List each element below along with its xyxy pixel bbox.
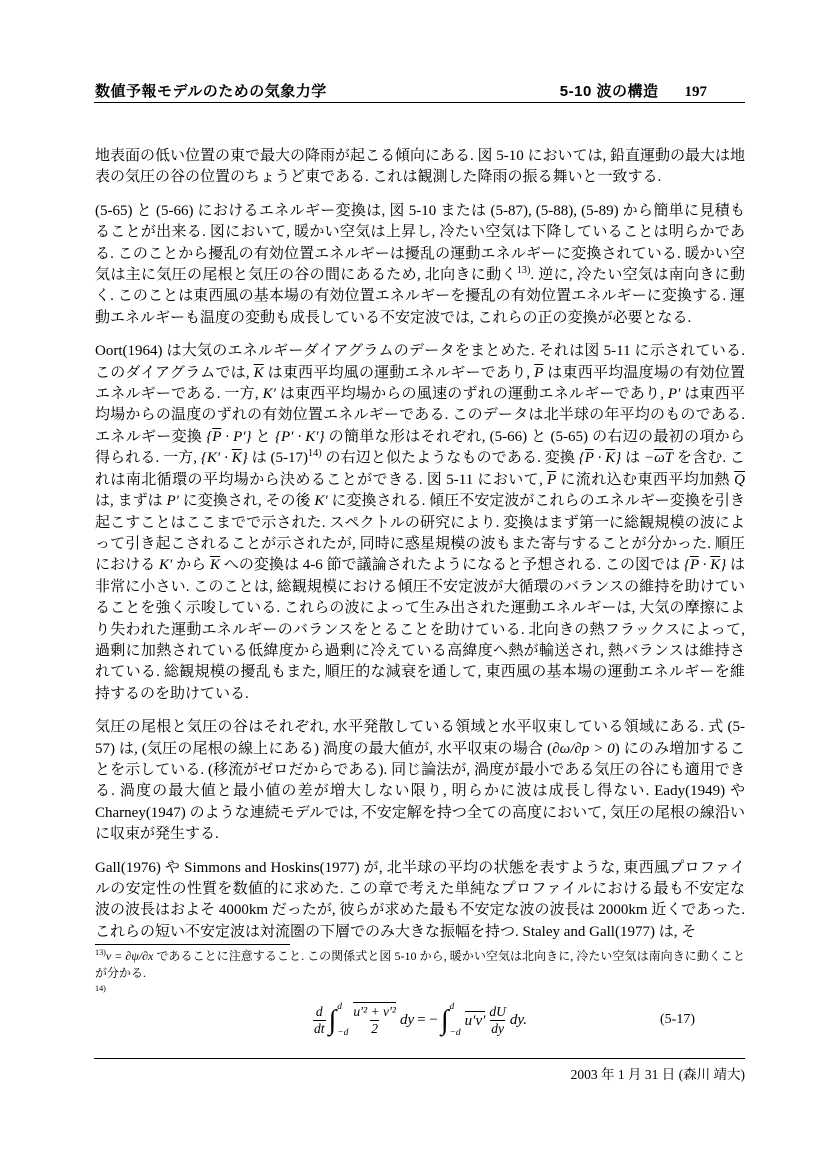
math-symbol: $\overline{T}$ <box>664 450 674 467</box>
text-run: は東西平均場からの風速のずれの運動エネルギーであり, <box>275 386 668 403</box>
text-run: . 逆に, 冷たい空気は南向きに動く. このことは東西風の基本場の有効位置エネルギーを擾乱の有効位置エネルギーに変換する. 運動エネルギーも温度の変動も成長している不安定波では, これらの正の変換が必要となる. <box>95 267 745 326</box>
text-run: を含む. これは南北循環の平均場から決めることができる. 図 5-11 において, <box>95 450 745 488</box>
math-symbol: } <box>720 557 727 574</box>
header-book-title: 数値予報モデルのための気象力学 <box>95 83 327 100</box>
text-run: (5-65) と (5-66) におけるエネルギー変換は, 図 5-10 または (5-87), (5-88), (5-89) から簡単に見積もることが出来る. 図において, 暖かい空気は上昇し, 冷たい空気は下降していることは明らかである. このことから擾乱の有効位置エネルギーは擾乱の運動エネルギーに変換されている. 暖かい空気は主に気圧の尾根と気圧の谷の間にあるため, 北向きに動く <box>95 202 745 284</box>
text-run: であることに注意すること. この関係式と図 5-10 から, 暖かい空気は北向きに, 冷たい空気は南向きに動くことが分かる. <box>95 949 745 980</box>
footnote-block <box>95 944 745 1001</box>
math-symbol: $\overline{K}$ <box>605 450 616 467</box>
header-right-group <box>560 80 745 101</box>
math-symbol: K′ <box>314 493 328 510</box>
text-run: 地表面の低い位置の東で最大の降雨が起こる傾向にある. 図 5-10 においては, 鉛直運動の最大は地表の気圧の谷の位置のちょうど東である. これは観測した降雨の振る舞いと一致する. <box>95 148 745 186</box>
paragraph-3 <box>95 341 745 705</box>
math-symbol: ∂ω/∂p > 0 <box>552 740 615 757</box>
math-symbol: } <box>615 450 622 467</box>
dudy-fraction <box>488 1004 507 1036</box>
paragraph-1 <box>95 146 745 189</box>
text-run: に流れ込む東西平均加熱 <box>556 471 735 488</box>
paragraph-5 <box>95 858 745 944</box>
footnote-reference: 14) <box>308 448 322 460</box>
text-run: は非常に小さい. このことは, 総観規模における傾圧不安定波が大循環のバランスの維持を助けていることを強く示唆している. これらの波によって生み出された運動エネルギーは, 大気の摩擦により失われた運動エネルギーのバランスをとることを助けている. 北向きの熱フラックスによって, 過剰に加熱されている低緯度から過剰に冷えている高緯度へ熱が輸送され, 熱バランスは維持されている. 総観規模の擾乱もまた, 順圧的な減衰を通して, 東西風の基本場の運動エネルギーを維持するのを助けている. <box>95 557 745 702</box>
text-run: Gall(1976) や Simmons and Hoskins(1977) が, 北半球の平均の状態を表すような, 東西風プロファイルの安定性の性質を数値的に求めた. この章で考えた単純なプロファイルにおける最も不安定な波の波長はおよそ 4000km だったが, 彼らが求めた最も不安定な波の波長は 2000km 近くであった. これらの短い不安定波は対流圏の下層でのみ大きな振幅を持つ. Staley and Gall(1977) は, そ <box>95 859 745 940</box>
math-symbol: · <box>698 557 711 574</box>
text-run: は東西平均温度場の有効位置エネルギーである. 一方, <box>95 364 745 403</box>
header-page-number: 197 <box>684 84 707 100</box>
integral-lower-limit: −d <box>337 1028 349 1038</box>
ke-numerator: u′² + v′² <box>353 1003 396 1019</box>
text-run: は, まずは <box>95 493 167 510</box>
text-run: ) にのみ増加することを示している. (移流がゼロだからである). 同じ論法が, 渦度が最小である気圧の谷にも適用できる. 渦度の最大値と最小値の差が増大しない限り, 明らかに波は成長し得ない. Eady(1949) や Charney(1947) のような連続モデルでは, 不安定解を持つ全ての高度において, 気圧の尾根の線沿いに収束が発生する. <box>95 740 745 843</box>
text-run: に変換され, その後 <box>178 493 315 510</box>
body-text <box>95 146 745 944</box>
math-symbol: {K′ · <box>200 450 232 467</box>
footnote-reference: 13) <box>95 948 106 957</box>
dudy-numerator: dU <box>489 1003 506 1019</box>
math-symbol: − <box>644 450 655 467</box>
math-symbol: P′ <box>166 493 179 510</box>
math-symbol: {P′ · K′} <box>274 428 325 445</box>
footnote-reference: 13) <box>516 265 531 277</box>
integral-icon: ∫ <box>328 1005 337 1036</box>
text-run: は東西平均風の運動エネルギーであり, <box>263 364 535 381</box>
footer-rule <box>94 1058 745 1059</box>
footnote-14-label: 14) <box>95 984 106 993</box>
text-run: に変換される. 傾圧不安定波がこれらのエネルギー変換を引き起こすことはここまでで示された. スペクトルの研究により. 変換はまず第一に総観規模の波によって引き起こされることが示されたが, 同時に惑星規模の波もまた寄与することが分かった. 順圧における <box>95 493 745 574</box>
text-run: 気圧の尾根と気圧の谷はそれぞれ, 水平発散している領域と水平収束している領域にある. 式 (5-57) は, (気圧の尾根の線上にある) 渦度の最大値が, 水平収束の場合 ( <box>95 719 745 757</box>
text-run: は <box>621 450 645 467</box>
math-symbol: $\overline{P}$ <box>584 450 594 467</box>
text-run: Oort(1964) は大気のエネルギーダイアグラムのデータをまとめた. それは図 5-11 に示されている. このダイアグラムでは, <box>95 343 745 381</box>
momentum-flux-term: u′v′ <box>464 1012 486 1029</box>
integral-limits-2 <box>449 1002 460 1038</box>
header-section-title: 5-10 波の構造 <box>559 83 659 100</box>
math-symbol: { <box>683 557 690 574</box>
ddt-denominator: dt <box>314 1020 325 1036</box>
text-run: から <box>172 557 210 574</box>
math-symbol: $\overline{P}$ <box>689 557 699 574</box>
paragraph-4 <box>95 717 745 845</box>
equation-5-17 <box>95 995 745 1045</box>
math-symbol: $\overline{\omega}$ <box>654 450 665 467</box>
footer-date: 2003 年 1 月 31 日 (森川 靖大) <box>570 1067 745 1082</box>
text-run: への変換は 4-6 節で議論されたようになると予想される. この図では <box>219 557 684 574</box>
equation-number: (5-17) <box>660 1012 695 1027</box>
integral-upper-limit: d <box>337 1002 342 1012</box>
math-symbol: $\overline{K}$ <box>231 450 242 467</box>
math-symbol: · P′} <box>221 428 252 445</box>
integral-upper-limit-2: d <box>449 1002 455 1012</box>
ddt-fraction <box>313 1004 326 1036</box>
math-symbol: $\overline{K}$ <box>209 557 220 574</box>
math-symbol: { <box>206 428 213 445</box>
ke-denominator: 2 <box>371 1020 379 1036</box>
math-symbol: $\overline{P}$ <box>212 428 222 445</box>
math-symbol: } <box>241 450 248 467</box>
text-run: は東西平均場からの温度のずれの有効位置エネルギーである. このデータは北半球の年平均のものである. エネルギー変換 <box>95 386 745 445</box>
paragraph-2 <box>95 201 745 329</box>
dy-term-2: dy. <box>509 1011 527 1028</box>
header-rule <box>94 102 745 103</box>
equals-minus: = − <box>417 1011 438 1028</box>
text-run: と <box>251 428 275 445</box>
page-header <box>95 80 745 101</box>
math-symbol: v = ∂ψ/∂x <box>105 949 154 963</box>
math-symbol: $\overline{P}$ <box>547 471 557 488</box>
text-run: は (5-17) <box>247 450 309 467</box>
math-symbol: · <box>593 450 606 467</box>
footnote-13 <box>95 948 745 981</box>
math-symbol: $\overline{K}$ <box>253 364 264 381</box>
integral-limits-1 <box>337 1002 348 1038</box>
integral-lower-limit-2: −d <box>449 1028 461 1038</box>
integral-icon-2: ∫ <box>440 1005 449 1036</box>
ddt-numerator: d <box>315 1003 323 1019</box>
math-symbol: $\overline{K}$ <box>710 557 721 574</box>
dudy-denominator: dy <box>491 1020 505 1036</box>
dy-term-1: dy <box>399 1011 415 1028</box>
math-symbol: P′ <box>667 386 681 403</box>
equation-body <box>95 995 745 1045</box>
math-symbol: K′ <box>158 557 173 574</box>
math-symbol: K′ <box>262 386 276 403</box>
text-run: の簡単な形はそれぞれ, (5-66) と (5-65) の右辺の最初の項から得られる. 一方, <box>95 428 745 467</box>
footnote-rule <box>95 944 290 945</box>
math-symbol: { <box>578 450 585 467</box>
text-run: の右辺と似たようなものである. 変換 <box>321 450 579 467</box>
math-symbol: $\overline{P}$ <box>534 364 544 381</box>
ke-fraction <box>352 1004 397 1036</box>
math-symbol: $\overline{Q}$ <box>734 471 745 488</box>
